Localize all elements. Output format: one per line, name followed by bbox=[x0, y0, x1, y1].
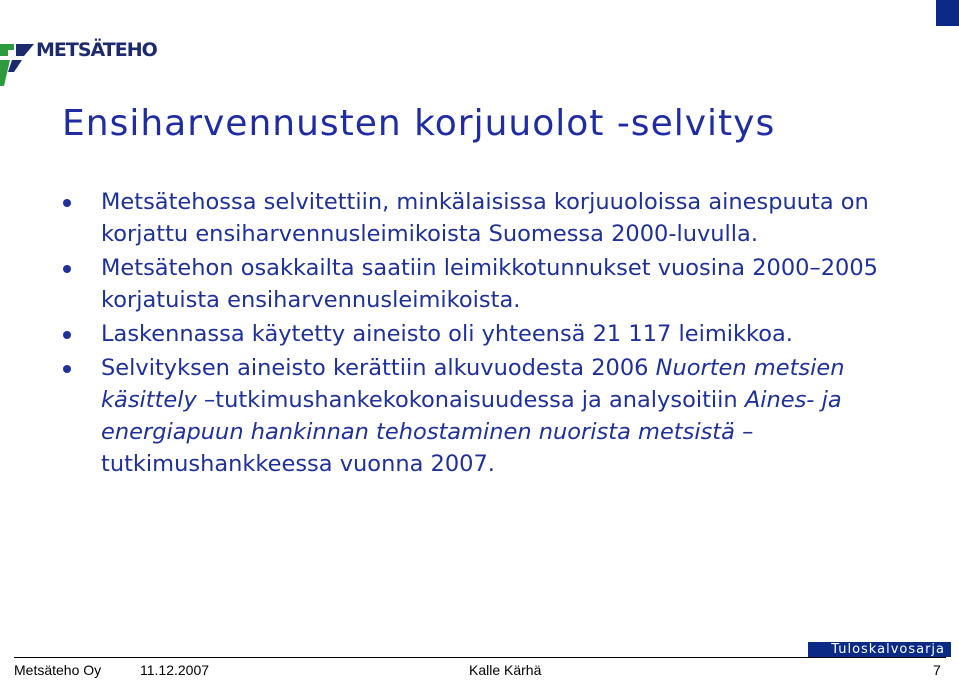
bullet-dot-icon bbox=[63, 199, 71, 207]
bullet-text: –tutkimushankekokonaisuudessa ja analysoitiin bbox=[196, 387, 745, 413]
bullet-list bbox=[60, 186, 940, 482]
bullet-item bbox=[60, 318, 940, 350]
footer-author: Kalle Kärhä bbox=[469, 662, 542, 678]
footer-page-number: 7 bbox=[933, 662, 941, 678]
footer-organization: Metsäteho Oy bbox=[14, 662, 102, 678]
bullet-item bbox=[60, 352, 940, 480]
bullet-text: Selvityksen aineisto kerättiin alkuvuodesta 2006 bbox=[101, 355, 656, 381]
bullet-text: Metsätehon osakkailta saatiin leimikkotunnukset vuosina 2000–2005 korjatuista ensiharvennusleimikoista. bbox=[101, 255, 878, 313]
bullet-text: –tutkimushankkeessa vuonna 2007. bbox=[101, 419, 754, 477]
logo-wordmark: METSÄTEHO bbox=[36, 39, 157, 61]
bullet-italic-text: Nuorten metsien käsittely bbox=[101, 355, 845, 413]
bullet-item bbox=[60, 186, 940, 250]
bullet-italic-text: Aines- ja energiapuun hankinnan tehostaminen nuorista metsistä bbox=[101, 387, 842, 445]
footer-divider bbox=[14, 657, 946, 658]
bullet-text: Laskennassa käytetty aineisto oli yhteensä 21 117 leimikkoa. bbox=[101, 321, 793, 347]
logo-mark-icon bbox=[0, 36, 36, 86]
bullet-dot-icon bbox=[63, 365, 71, 373]
footer-date: 11.12.2007 bbox=[140, 662, 210, 678]
bullet-dot-icon bbox=[63, 265, 71, 273]
bullet-item bbox=[60, 252, 940, 316]
series-badge: Tuloskalvosarja bbox=[808, 642, 951, 657]
metsateho-logo bbox=[0, 36, 160, 86]
corner-accent-bar bbox=[936, 0, 959, 26]
slide-title: Ensiharvennusten korjuuolot -selvitys bbox=[62, 103, 776, 144]
bullet-dot-icon bbox=[63, 331, 71, 339]
bullet-text: Metsätehossa selvitettiin, minkälaisissa korjuuoloissa ainespuuta on korjattu ensiharvennusleimikoista Suomessa 2000-luvulla. bbox=[101, 189, 869, 247]
